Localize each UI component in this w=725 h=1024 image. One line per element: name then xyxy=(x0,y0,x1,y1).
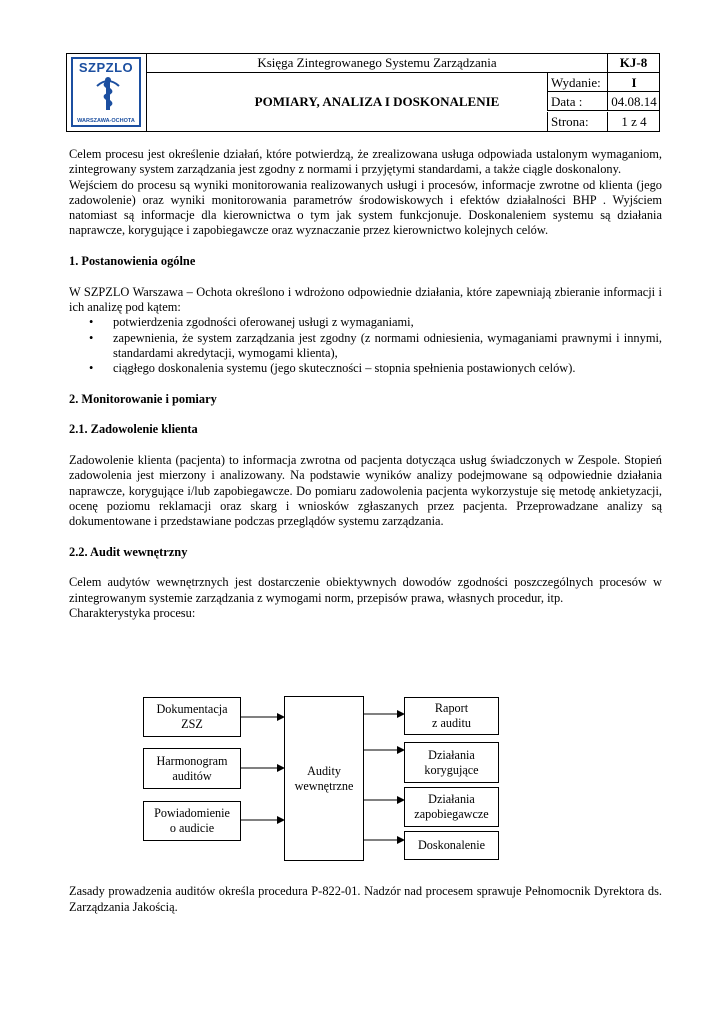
bullet-item: • zapewnienia, że system zarządzania jest zgodny (z normami odniesienia, wymaganiami prawnymi i innymi, standardami akredytacji, wymogami klienta), xyxy=(69,331,662,362)
date-value: 04.08.14 xyxy=(611,94,657,109)
box-line: ZSZ xyxy=(181,717,203,731)
box-line: Powiadomienie xyxy=(154,806,230,820)
page-value: 1 z 4 xyxy=(621,114,647,129)
output-box-preventive xyxy=(404,787,499,827)
section-2-2-heading: 2.2. Audit wewnętrzny xyxy=(69,544,188,559)
edition-label: Wydanie: xyxy=(548,73,608,92)
box-line: korygujące xyxy=(424,762,479,777)
box-line: Działania xyxy=(428,747,475,762)
center-box-internal-audits xyxy=(284,696,364,861)
page-label: Strona: xyxy=(548,112,608,131)
edition-row xyxy=(547,73,659,92)
box-line: Doskonalenie xyxy=(417,838,485,852)
process-characteristics-label: Charakterystyka procesu: xyxy=(69,605,196,620)
section-2-heading: 2. Monitorowanie i pomiary xyxy=(69,391,217,406)
document-header xyxy=(66,53,660,132)
box-line: o audicie xyxy=(169,821,215,835)
box-line: Audity xyxy=(307,763,341,778)
box-line: Raport xyxy=(434,701,469,715)
date-row xyxy=(547,92,659,111)
section-2-2-text: Celem audytów wewnętrznych jest dostarczenie obiektywnych dowodów zgodności poszczególnych procesów w zintegrowanym systemie zarządzania z wymogami norm, przepisów prawa, własnych procedur, itp. xyxy=(69,575,662,605)
intro-paragraph-1: Celem procesu jest określenie działań, które potwierdzą, że zrealizowana usługa odpowiada ustalonym wymaganiom, zintegrowany system zarządzania jest zgodny z normami i przyjętymi standardami, a także ciągle doskonalony. xyxy=(69,147,662,177)
box-line: Harmonogram xyxy=(156,753,228,768)
edition-value: I xyxy=(631,75,637,90)
box-line: z auditu xyxy=(432,716,471,730)
box-line: zapobiegawcze xyxy=(414,807,489,821)
box-line: Dokumentacja xyxy=(156,702,228,716)
page-row xyxy=(547,112,659,131)
output-box-improvement xyxy=(404,831,499,860)
document-title: POMIARY, ANALIZA I DOSKONALENIE xyxy=(254,94,500,109)
section-2-1-text: Zadowolenie klienta (pacjenta) to informacja zwrotna od pacjenta dotycząca usług świadczonych w Zespole. Stopień zadowolenia jest mierzony i analizowany. Na podstawie wyników analizy podejmowane są odpowiednie działania naprawcze, korygujące i/lub zapobiegawcze. Do pomiaru zadowolenia pacjenta wykorzystuje się metodę ankietyzacji, ocenę poziomu reklamacji oraz skarg i wniosków zgłaszanych przez pacjenta. Przeprowadzane analizy są dokumentowane i przedstawiane podczas przeglądów systemu zarządzania. xyxy=(69,452,662,529)
szpzlo-logo xyxy=(71,57,141,127)
date-label: Data : xyxy=(548,92,608,111)
closing-paragraph: Zasady prowadzenia auditów określa procedura P-822-01. Nadzór nad procesem sprawuje Pełnomocnik Dyrektora ds. Zarządzania Jakością. xyxy=(69,884,662,914)
output-box-report xyxy=(404,697,499,735)
box-line: auditów xyxy=(172,768,212,783)
document-body xyxy=(69,147,662,621)
bullet-item: • ciągłego doskonalenia systemu (jego skuteczności – stopnia spełnienia postawionych celów). xyxy=(69,361,662,376)
bullet-item: • potwierdzenia zgodności oferowanej usługi z wymaganiami, xyxy=(69,315,662,330)
section-1-bullets xyxy=(69,315,662,376)
book-title: Księga Zintegrowanego Systemu Zarządzania xyxy=(147,54,607,73)
section-1-heading: 1. Postanowienia ogólne xyxy=(69,254,196,269)
input-box-notification xyxy=(143,801,241,841)
intro-paragraph-2: Wejściem do procesu są wyniki monitorowania realizowanych usługi i procesów, informacje zwrotne od klienta (jego zadowolenie) oraz wyniki monitorowania parametrów środowiskowych i efektów działalności BHP . Wyjściem natomiast są informacje dla kierownictwa o tym jak system funkcjonuje. Doskonaleniem systemu są działania naprawcze, korygujące i zapobiegawcze oraz wyznaczanie przez kierownictwo kolejnych celów. xyxy=(69,177,662,238)
input-box-schedule xyxy=(143,748,241,789)
box-line: wewnętrzne xyxy=(294,778,354,793)
logo-subtitle: WARSZAWA-OCHOTA xyxy=(77,118,135,124)
section-2-1-heading: 2.1. Zadowolenie klienta xyxy=(69,422,198,437)
document-code: KJ-8 xyxy=(607,54,659,73)
output-box-corrective xyxy=(404,742,499,783)
input-box-documentation xyxy=(143,697,241,737)
logo-cell xyxy=(67,54,147,131)
section-1-text: W SZPZLO Warszawa – Ochota określono i wdrożono odpowiednie działania, które zapewniają zbieranie informacji i ich analizę pod kątem: xyxy=(69,284,662,314)
box-line: Działania xyxy=(428,792,475,806)
caduceus-icon xyxy=(91,76,125,112)
logo-name: SZPZLO xyxy=(78,60,134,75)
